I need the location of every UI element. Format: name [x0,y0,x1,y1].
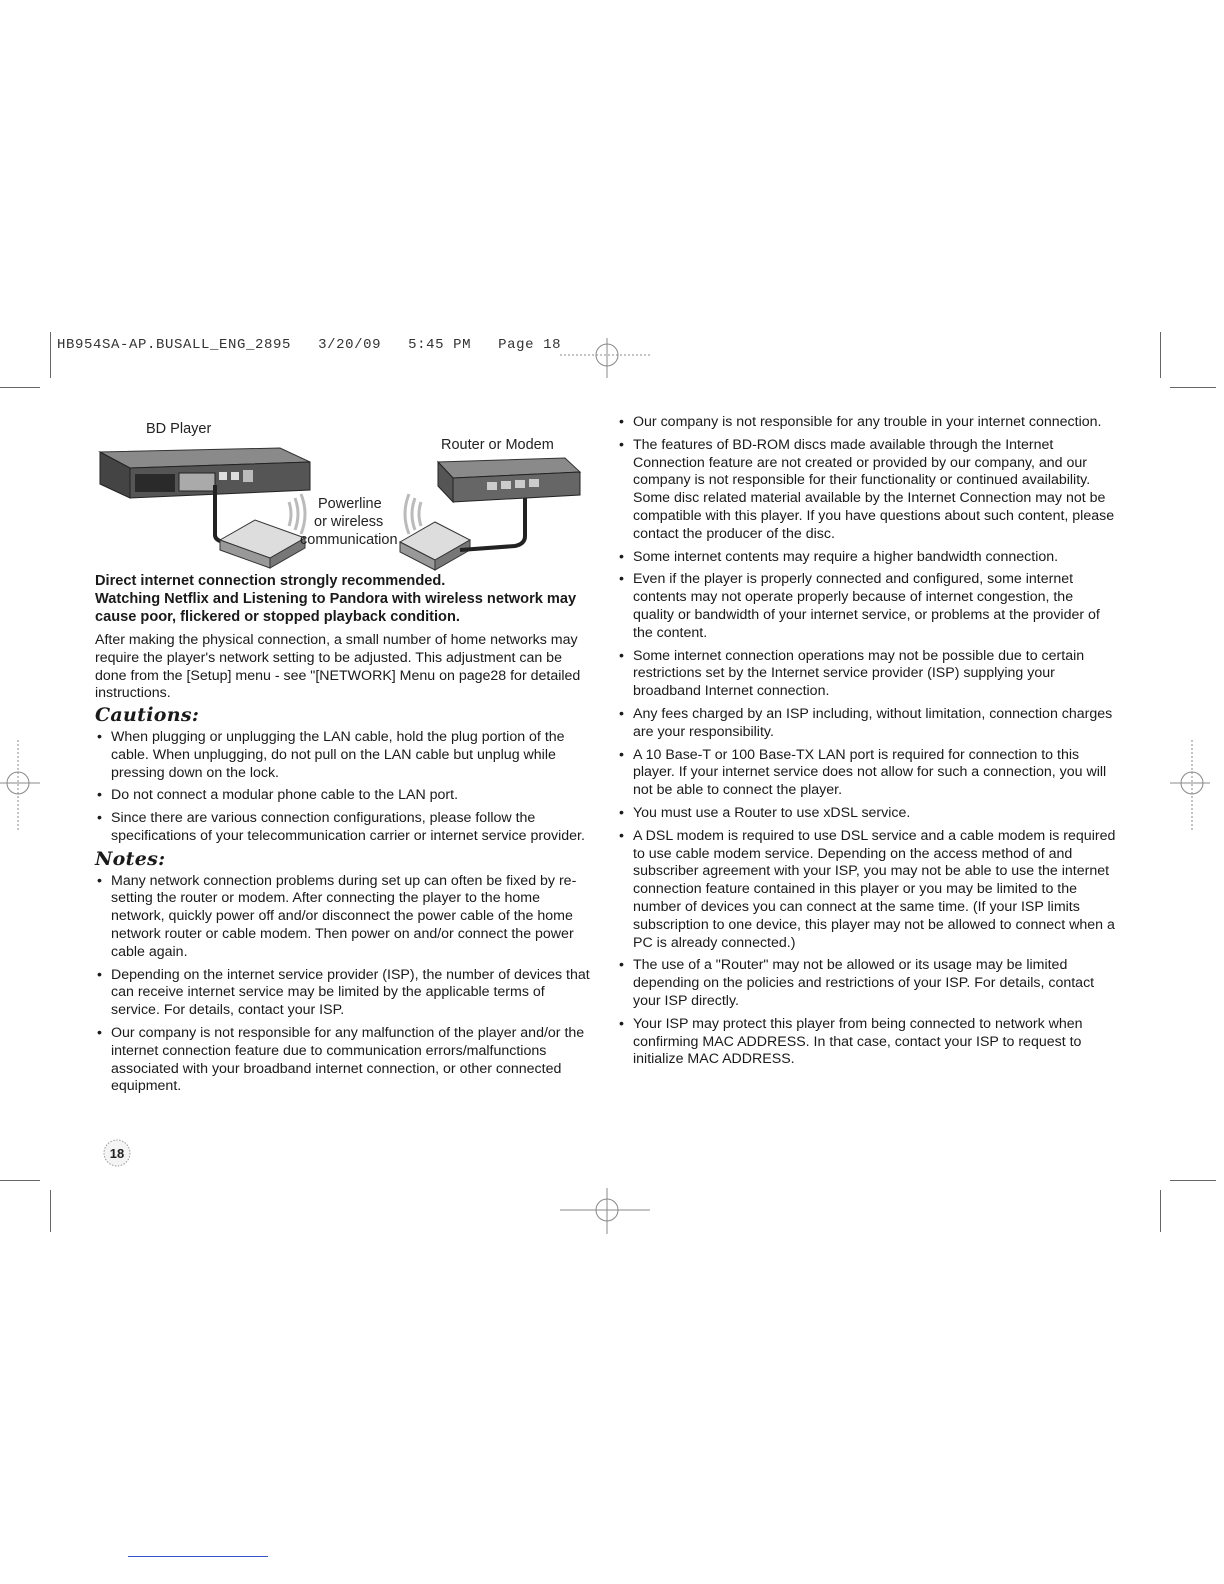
print-slug [57,337,561,353]
registration-mark-bottom [560,1188,660,1234]
cautions-list [95,729,595,846]
crop-mark [1170,387,1216,388]
list-item: • Since there are various connection configurations, please follow the specifications of your telecommunication carrier or internet service provider. [95,810,595,846]
list-item: • Some internet contents may require a higher bandwidth connection. [617,549,1117,567]
page-number: 18 [109,1146,125,1161]
intro-bold-warning: Watching Netflix and Listening to Pandora with wireless network may cause poor, flickered or stopped playback condition. [95,591,577,625]
crop-mark [1160,332,1161,378]
slug-file: HB954SA-AP.BUSALL_ENG_2895 [57,337,292,353]
list-item: • The use of a "Router" may not be allowed or its usage may be limited depending on the policies and restrictions of your ISP. For details, contact your ISP directly. [617,957,1117,1010]
list-item: • A 10 Base-T or 100 Base-TX LAN port is required for connection to this player. If your internet service does not allow for such a connection, you will not be able to connect the player. [617,747,1117,800]
list-item: • Some internet connection operations may not be possible due to certain restrictions set by the Internet service provider (ISP) supplying your broadband Internet connection. [617,648,1117,701]
cautions-heading: Cautions: [95,704,200,727]
link-label-powerline: Powerline [318,496,382,512]
left-column [95,572,595,1101]
bd-player-illustration [100,448,310,498]
list-item: • Any fees charged by an ISP including, without limitation, connection charges are your responsibility. [617,706,1117,742]
right-list [617,414,1117,1069]
link-label-communication: communication [300,532,398,548]
intro-paragraph: After making the physical connection, a small number of home networks may require the player's network setting to be adjusted. This adjustment can be done from the [Setup] menu - see "[NETWORK] Menu on page28 for detailed instructions. [95,632,581,702]
crop-mark [0,1180,40,1181]
list-item: • Do not connect a modular phone cable to the LAN port. [95,787,595,805]
bd-player-label: BD Player [146,421,212,437]
router-label: Router or Modem [441,437,554,453]
slug-page: Page 18 [498,337,562,353]
list-item: • A DSL modem is required to use DSL service and a cable modem is required to use cable modem service. Depending on the access method of and subscriber agreement with your ISP, you may not be able to use the internet connection feature contained in this player or you may be limited to the number of devices you can connect at the same time. (If your ISP limits subscription to one device, this player may not be allowed to connect when a PC is already connected.) [617,828,1117,953]
list-item: • Even if the player is properly connected and configured, some internet contents may not operate properly because of internet congestion, the quality or bandwidth of your internet service, or problems at the provider of the content. [617,571,1117,642]
list-item: • Our company is not responsible for any trouble in your internet connection. [617,414,1117,432]
slug-date: 3/20/09 [318,337,382,353]
powerline-adapter-right [400,522,470,570]
list-item: • Your ISP may protect this player from being connected to network when confirming MAC ADDRESS. In that case, contact your ISP to request to initialize MAC ADDRESS. [617,1016,1117,1069]
crop-mark [1160,1190,1161,1232]
crop-mark [0,387,40,388]
footer-rule [128,1556,268,1557]
right-column [617,414,1117,1074]
list-item: • When plugging or unplugging the LAN cable, hold the plug portion of the cable. When unplugging, do not pull on the LAN cable but unplug while pressing down on the lock. [95,729,595,782]
powerline-adapter-left [220,520,305,568]
registration-mark-left [0,740,40,830]
crop-mark [1170,1180,1216,1181]
registration-mark-right [1170,740,1210,830]
crop-mark [50,332,51,378]
registration-mark-top [560,338,660,378]
crop-mark [50,1190,51,1232]
list-item: • Our company is not responsible for any malfunction of the player and/or the internet connection feature due to communication errors/malfunctions associated with your broadband internet connection, or other connected equipment. [95,1025,595,1096]
list-item: • The features of BD-ROM discs made available through the Internet Connection feature are not created or provided by our company, and our company is not responsible for their functionality or continued availability. Some disc related material available by the Internet Connection may not be compatible with this player. If you have questions about such content, please contact the producer of the disc. [617,437,1117,544]
list-item: • Depending on the internet service provider (ISP), the number of devices that can receive internet service may be limited by the applicable terms of service. For details, contact your ISP. [95,967,595,1020]
page-number-badge [102,1138,132,1168]
link-label-wireless: or wireless [314,514,384,530]
router-illustration [438,458,580,502]
list-item: • You must use a Router to use xDSL service. [617,805,1117,823]
slug-time: 5:45 PM [408,337,472,353]
list-item: • Many network connection problems during set up can often be fixed by re-setting the router or modem. After connecting the player to the home network, quickly power off and/or disconnect the power cable of the home network router or cable modem. Then power on and/or connect the power cable again. [95,873,595,962]
notes-heading: Notes: [95,847,166,870]
notes-list [95,873,595,1097]
intro-bold-recommendation: Direct internet connection strongly recommended. [95,573,446,589]
